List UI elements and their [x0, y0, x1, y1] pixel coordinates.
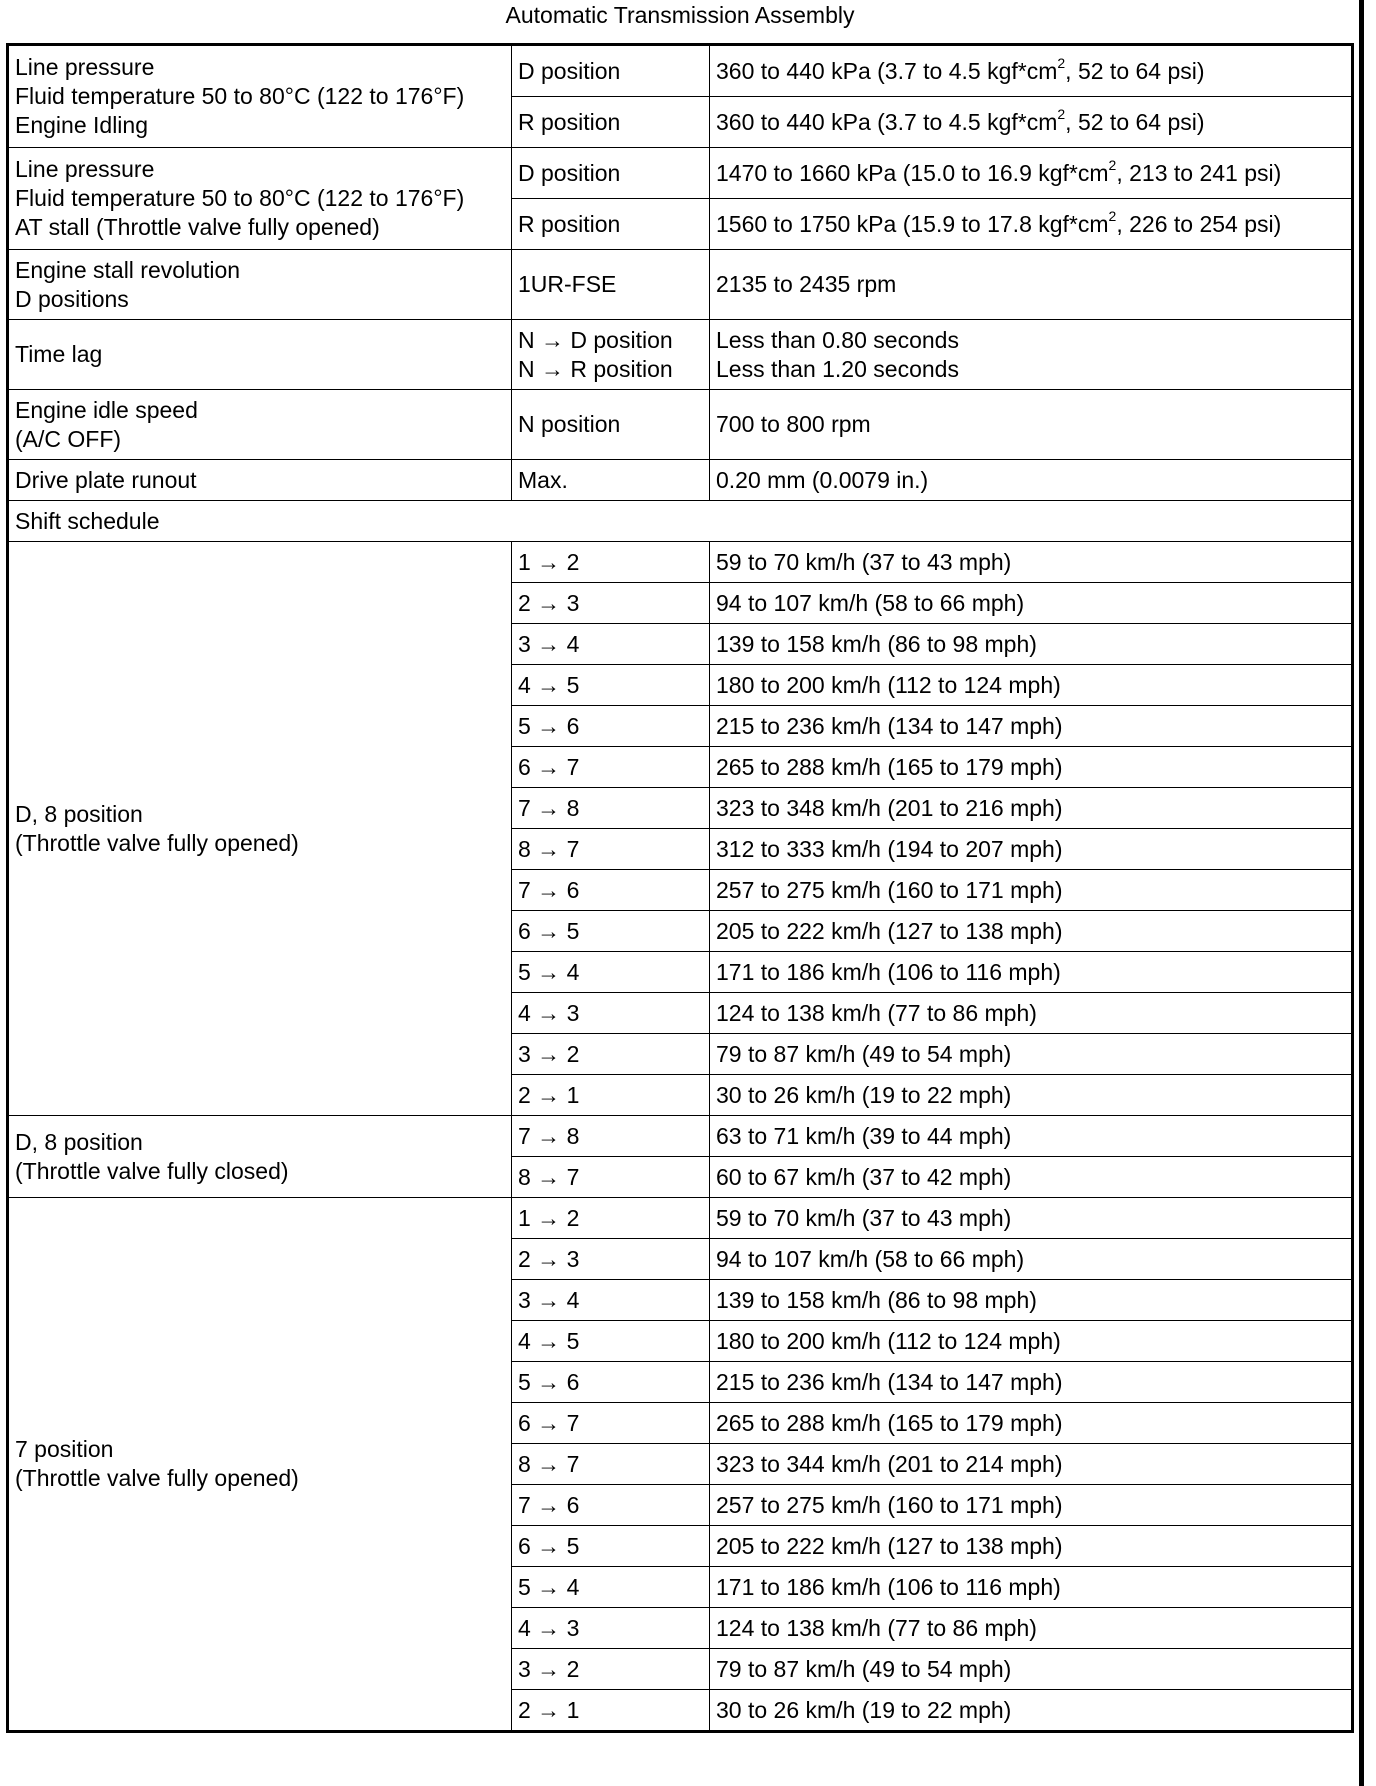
spec-condition: R position [512, 199, 710, 250]
table-row [8, 1116, 1353, 1157]
shift-cell: 1 → 2 [512, 1198, 710, 1239]
table-row [8, 390, 1353, 460]
table-row [8, 250, 1353, 320]
spec-value: 1560 to 1750 kPa (15.9 to 17.8 $kgf*cm^2$, 226 to 254 psi) [710, 199, 1353, 250]
shift-cell: 2 → 1 [512, 1690, 710, 1732]
speed-cell: 323 to 348 km/h (201 to 216 mph) [710, 788, 1353, 829]
shift-cell: 6 → 7 [512, 1403, 710, 1444]
shift-cell: 6 → 5 [512, 911, 710, 952]
spec-condition: Max. [512, 460, 710, 501]
speed-cell: 180 to 200 km/h (112 to 124 mph) [710, 1321, 1353, 1362]
speed-cell: 171 to 186 km/h (106 to 116 mph) [710, 1567, 1353, 1608]
shift-cell: 8 → 7 [512, 829, 710, 870]
shift-cell: 1 → 2 [512, 542, 710, 583]
speed-cell: 215 to 236 km/h (134 to 147 mph) [710, 706, 1353, 747]
shift-cell: 5 → 4 [512, 952, 710, 993]
table-row [8, 45, 1353, 97]
speed-cell: 124 to 138 km/h (77 to 86 mph) [710, 1608, 1353, 1649]
spec-condition: N position [512, 390, 710, 460]
speed-cell: 312 to 333 km/h (194 to 207 mph) [710, 829, 1353, 870]
spec-condition: R position [512, 97, 710, 148]
speed-cell: 139 to 158 km/h (86 to 98 mph) [710, 1280, 1353, 1321]
spec-label: Time lag [8, 320, 512, 390]
table-row [8, 542, 1353, 583]
table-row [8, 148, 1353, 199]
spec-condition: D position [512, 45, 710, 97]
table-row [8, 460, 1353, 501]
table-row [8, 501, 1353, 542]
spec-label: Engine idle speed (A/C OFF) [8, 390, 512, 460]
speed-cell: 60 to 67 km/h (37 to 42 mph) [710, 1157, 1353, 1198]
spec-label: Engine stall revolution D positions [8, 250, 512, 320]
speed-cell: 257 to 275 km/h (160 to 171 mph) [710, 870, 1353, 911]
shift-cell: 2 → 3 [512, 583, 710, 624]
group-label: D, 8 position (Throttle valve fully opened) [8, 542, 512, 1116]
speed-cell: 171 to 186 km/h (106 to 116 mph) [710, 952, 1353, 993]
shift-cell: 6 → 5 [512, 1526, 710, 1567]
shift-cell: 3 → 2 [512, 1034, 710, 1075]
table-row [8, 1198, 1353, 1239]
page-title: Automatic Transmission Assembly [505, 2, 855, 28]
spec-value: 0.20 mm (0.0079 in.) [710, 460, 1353, 501]
speed-cell: 205 to 222 km/h (127 to 138 mph) [710, 911, 1353, 952]
shift-cell: 3 → 2 [512, 1649, 710, 1690]
shift-cell: 4 → 3 [512, 1608, 710, 1649]
speed-cell: 139 to 158 km/h (86 to 98 mph) [710, 624, 1353, 665]
shift-cell: 7 → 8 [512, 1116, 710, 1157]
speed-cell: 323 to 344 km/h (201 to 214 mph) [710, 1444, 1353, 1485]
spec-value: Less than 0.80 seconds Less than 1.20 seconds [710, 320, 1353, 390]
group-label: 7 position (Throttle valve fully opened) [8, 1198, 512, 1732]
spec-label: Drive plate runout [8, 460, 512, 501]
shift-cell: 5 → 4 [512, 1567, 710, 1608]
page-edge-rule [1359, 0, 1364, 1786]
spec-label: Line pressure Fluid temperature 50 to 80°C (122 to 176°F) AT stall (Throttle valve fully opened) [8, 148, 512, 250]
spec-value: 360 to 440 kPa (3.7 to 4.5 $kgf*cm^2$, 52 to 64 psi) [710, 97, 1353, 148]
speed-cell: 30 to 26 km/h (19 to 22 mph) [710, 1690, 1353, 1732]
spec-condition: 1UR-FSE [512, 250, 710, 320]
speed-cell: 205 to 222 km/h (127 to 138 mph) [710, 1526, 1353, 1567]
spec-value: 1470 to 1660 kPa (15.0 to 16.9 $kgf*cm^2$, 213 to 241 psi) [710, 148, 1353, 199]
speed-cell: 59 to 70 km/h (37 to 43 mph) [710, 1198, 1353, 1239]
table-row [8, 320, 1353, 390]
shift-cell: 4 → 3 [512, 993, 710, 1034]
group-label: D, 8 position (Throttle valve fully closed) [8, 1116, 512, 1198]
speed-cell: 94 to 107 km/h (58 to 66 mph) [710, 583, 1353, 624]
spec-table [6, 43, 1354, 1733]
shift-cell: 6 → 7 [512, 747, 710, 788]
speed-cell: 124 to 138 km/h (77 to 86 mph) [710, 993, 1353, 1034]
speed-cell: 79 to 87 km/h (49 to 54 mph) [710, 1649, 1353, 1690]
spec-value: 2135 to 2435 rpm [710, 250, 1353, 320]
shift-cell: 7 → 6 [512, 1485, 710, 1526]
speed-cell: 59 to 70 km/h (37 to 43 mph) [710, 542, 1353, 583]
shift-cell: 4 → 5 [512, 665, 710, 706]
shift-cell: 4 → 5 [512, 1321, 710, 1362]
speed-cell: 94 to 107 km/h (58 to 66 mph) [710, 1239, 1353, 1280]
shift-cell: 8 → 7 [512, 1444, 710, 1485]
spec-value: 700 to 800 rpm [710, 390, 1353, 460]
shift-cell: 3 → 4 [512, 1280, 710, 1321]
section-heading: Shift schedule [8, 501, 1353, 542]
shift-cell: 2 → 1 [512, 1075, 710, 1116]
speed-cell: 215 to 236 km/h (134 to 147 mph) [710, 1362, 1353, 1403]
spec-label: Line pressure Fluid temperature 50 to 80°C (122 to 176°F) Engine Idling [8, 45, 512, 148]
shift-cell: 2 → 3 [512, 1239, 710, 1280]
shift-cell: 5 → 6 [512, 1362, 710, 1403]
speed-cell: 265 to 288 km/h (165 to 179 mph) [710, 747, 1353, 788]
speed-cell: 63 to 71 km/h (39 to 44 mph) [710, 1116, 1353, 1157]
speed-cell: 180 to 200 km/h (112 to 124 mph) [710, 665, 1353, 706]
spec-value: 360 to 440 kPa (3.7 to 4.5 $kgf*cm^2$, 52 to 64 psi) [710, 45, 1353, 97]
speed-cell: 257 to 275 km/h (160 to 171 mph) [710, 1485, 1353, 1526]
spec-condition: D position [512, 148, 710, 199]
shift-cell: 5 → 6 [512, 706, 710, 747]
shift-cell: 8 → 7 [512, 1157, 710, 1198]
spec-condition: N → D position N → R position [512, 320, 710, 390]
speed-cell: 79 to 87 km/h (49 to 54 mph) [710, 1034, 1353, 1075]
shift-cell: 7 → 6 [512, 870, 710, 911]
speed-cell: 265 to 288 km/h (165 to 179 mph) [710, 1403, 1353, 1444]
speed-cell: 30 to 26 km/h (19 to 22 mph) [710, 1075, 1353, 1116]
shift-cell: 7 → 8 [512, 788, 710, 829]
shift-cell: 3 → 4 [512, 624, 710, 665]
